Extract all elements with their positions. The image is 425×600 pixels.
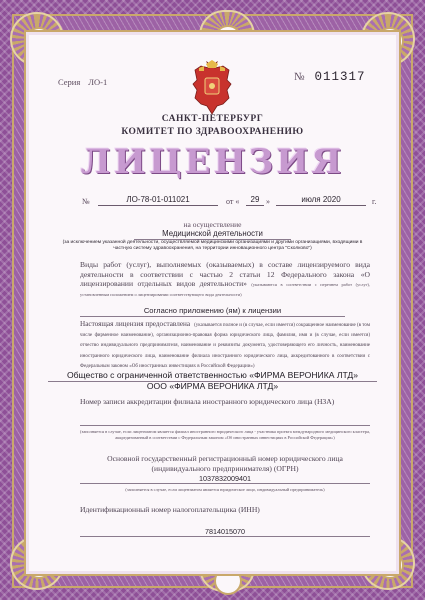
nza-value xyxy=(80,416,370,426)
license-date-day-close: » xyxy=(266,197,270,206)
works-text-body: Виды работ (услуг), выполняемых (оказываемых) в составе лицензируемого вида деятельности в соответствии с частью 2 статьи 12 Федерального закона «О лицензировании отдельных видов деятельности» xyxy=(80,260,370,289)
inn-value: 7814015070 xyxy=(80,527,370,537)
form-number-value: 011317 xyxy=(314,70,366,84)
license-date-year-suffix: г. xyxy=(372,197,377,206)
grantee-short-name: ООО «ФИРМА ВЕРОНИКА ЛТД» xyxy=(146,381,279,391)
license-number-sign: № xyxy=(82,197,90,206)
activity-for-label: на осуществление xyxy=(183,220,242,229)
grantee-intro: Настоящая лицензия предоставлена xyxy=(80,320,191,328)
serial-value: ЛО-1 xyxy=(88,77,108,87)
license-date-month-year: июля 2020 xyxy=(276,195,366,206)
nza-label: Номер записи аккредитации филиала иностранного юридического лица (НЗА) xyxy=(80,397,335,406)
coat-of-arms-icon xyxy=(187,60,237,122)
inn-label: Идентификационный номер налогоплательщика (ИНН) xyxy=(80,505,260,514)
serial-label: Серия xyxy=(58,77,81,87)
activity-name: Медицинской деятельности xyxy=(134,229,291,240)
form-number xyxy=(294,70,366,84)
serial xyxy=(58,77,107,87)
number-sign: № xyxy=(294,71,305,83)
ogrn-note: (заполняется в случае, если лицензиатом является юридическое лицо, индивидуальный предприниматель) xyxy=(125,487,325,492)
activity-note: (за исключением указанной деятельности, осуществляемой медицинскими организациями и другими организациями, входящими в частную систему здравоохранения, на территории инновационного центра "Сколково") xyxy=(62,240,363,251)
issuing-committee: КОМИТЕТ ПО ЗДРАВООХРАНЕНИЮ xyxy=(121,127,304,137)
works-appendix: Согласно приложению (ям) к лицензии xyxy=(80,306,345,317)
works-note: (указываются в соответствии с перечнем работ (услуг), установленным положением о лицензировании соответствующего вида деятельности) xyxy=(80,282,370,297)
grantee-intro-block xyxy=(80,319,370,370)
grantee-intro-note: (указывается полное и (в случае, если имеется) сокращенное наименование (в том числе фирменное наименование), организационно-правовая форма юридического лица, фамилия, имя и (в случае, если имеется) отчество индивидуального предпринимателя, наименование и реквизиты документа, удостоверяющего его личность, наименование иностранного юридического лица, наименование филиала иностранного юридического лица, аккредитованного в соответствии с Федеральным законом «Об иностранных инвестициях в Российской Федерации») xyxy=(80,323,370,369)
license-date-from: от « xyxy=(226,197,240,206)
license-number-row xyxy=(76,195,386,209)
document-content xyxy=(24,30,401,576)
grantee-full-name: Общество с ограниченной ответственностью «ФИРМА ВЕРОНИКА ЛТД» xyxy=(48,370,377,382)
ogrn-value: 1037832009401 xyxy=(80,474,370,484)
ogrn-label: Основной государственный регистрационный номер юридического лица (индивидуального предпринимателя) (ОГРН) xyxy=(107,454,343,473)
issuing-city: САНКТ-ПЕТЕРБУРГ xyxy=(161,114,264,124)
license-number: ЛО-78-01-011021 xyxy=(98,195,218,206)
document-title: ЛИЦЕНЗИЯ xyxy=(80,142,345,182)
license-date-day: 29 xyxy=(246,195,264,206)
works-text xyxy=(80,260,370,298)
nza-note: (заполняется в случае, если лицензиатом является филиал иностранного юридического лица - участника проекта международного медицинского кластера, аккредитованный в соответствии с Федеральным законом «Об иностранных инвестициях в Российской Федерации») xyxy=(80,429,370,440)
